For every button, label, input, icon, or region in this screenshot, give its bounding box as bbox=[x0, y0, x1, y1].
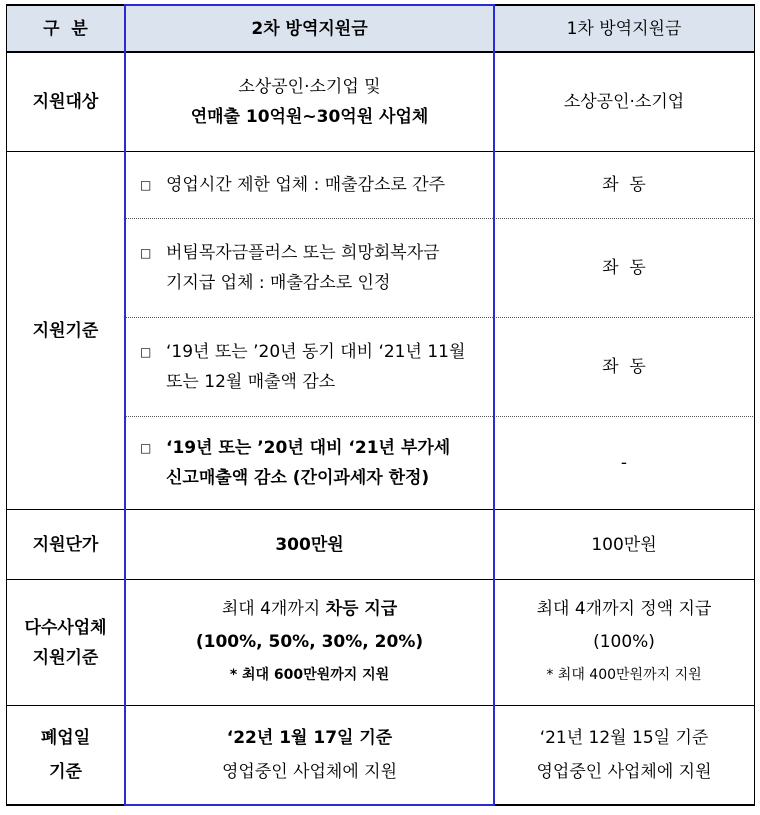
label-multi-line1: 다수사업체 bbox=[24, 617, 107, 638]
label-closure-line1: 폐업일 bbox=[40, 728, 91, 748]
criteria-item-4 bbox=[140, 417, 490, 509]
multi-second-line1a: 최대 4개까지 bbox=[221, 599, 326, 619]
header-first-round: 1차 방역지원금 bbox=[566, 18, 682, 39]
multi-second-note: * 최대 600만원까지 지원 bbox=[229, 667, 390, 683]
label-closure-date bbox=[6, 706, 125, 804]
criteria-item-2-line1: 버팀목자금플러스 또는 희망회복자금 bbox=[166, 243, 440, 263]
unit-price-second: 300만원 bbox=[275, 534, 344, 555]
label-unit-price: 지원단가 bbox=[32, 534, 99, 555]
target-first: 소상공인·소기업 bbox=[563, 92, 685, 112]
criteria-item-3-first: 좌 동 bbox=[602, 357, 646, 377]
header-second-round: 2차 방역지원금 bbox=[251, 18, 368, 39]
criteria-item-4-line2: 신고매출액 감소 (간이과세자 한정) bbox=[166, 468, 430, 488]
label-closure-line2: 기준 bbox=[49, 762, 82, 782]
bullet-square-icon: □ bbox=[140, 345, 152, 359]
criteria-item-2-line2: 기지급 업체 : 매출감소로 인정 bbox=[166, 273, 391, 293]
label-target: 지원대상 bbox=[32, 92, 99, 112]
criteria-item-2-first: 좌 동 bbox=[602, 258, 646, 278]
multi-second bbox=[126, 580, 493, 705]
target-second bbox=[126, 53, 493, 151]
target-second-line1: 소상공인·소기업 및 bbox=[238, 77, 381, 97]
closure-first-line2: 영업중인 사업체에 지원 bbox=[536, 762, 712, 782]
closure-first-line1: ‘21년 12월 15일 기준 bbox=[539, 728, 709, 748]
multi-first bbox=[494, 580, 754, 705]
criteria-item-3-line1: ‘19년 또는 ’20년 동기 대비 ‘21년 11월 bbox=[166, 342, 466, 362]
criteria-item-4-line1: ‘19년 또는 ’20년 대비 ‘21년 부가세 bbox=[166, 438, 451, 458]
bullet-square-icon: □ bbox=[140, 178, 152, 192]
closure-first bbox=[494, 706, 754, 804]
multi-first-line1: 최대 4개까지 정액 지급 bbox=[536, 599, 712, 619]
multi-first-line2: (100%) bbox=[593, 632, 655, 652]
multi-second-line2: (100%, 50%, 30%, 20%) bbox=[195, 632, 424, 652]
criteria-item-1-text: 영업시간 제한 업체 : 매출감소로 간주 bbox=[166, 175, 446, 195]
label-criteria: 지원기준 bbox=[32, 320, 99, 341]
bullet-square-icon: □ bbox=[140, 441, 152, 455]
criteria-item-3 bbox=[140, 318, 490, 416]
criteria-item-2 bbox=[140, 219, 490, 317]
label-multi-business bbox=[6, 580, 125, 705]
target-second-line2: 연매출 10억원~30억원 사업체 bbox=[190, 107, 429, 127]
criteria-item-3-line2: 또는 12월 매출액 감소 bbox=[166, 372, 336, 392]
closure-second bbox=[126, 706, 493, 804]
rule bbox=[754, 4, 755, 806]
closure-second-line1: ‘22년 1월 17일 기준 bbox=[226, 728, 393, 748]
closure-second-line2: 영업중인 사업체에 지원 bbox=[221, 762, 398, 782]
unit-price-first: 100만원 bbox=[591, 534, 657, 555]
criteria-item-1-first: 좌 동 bbox=[602, 175, 646, 195]
comparison-table bbox=[6, 4, 755, 806]
label-multi-line2: 지원기준 bbox=[32, 647, 99, 668]
multi-first-note: * 최대 400만원까지 지원 bbox=[546, 667, 702, 683]
bullet-square-icon: □ bbox=[140, 246, 152, 260]
multi-second-line1b: 차등 지급 bbox=[325, 599, 398, 619]
criteria-item-4-first: - bbox=[620, 453, 628, 473]
criteria-item-1 bbox=[140, 152, 490, 218]
header-category: 구 분 bbox=[43, 18, 88, 39]
